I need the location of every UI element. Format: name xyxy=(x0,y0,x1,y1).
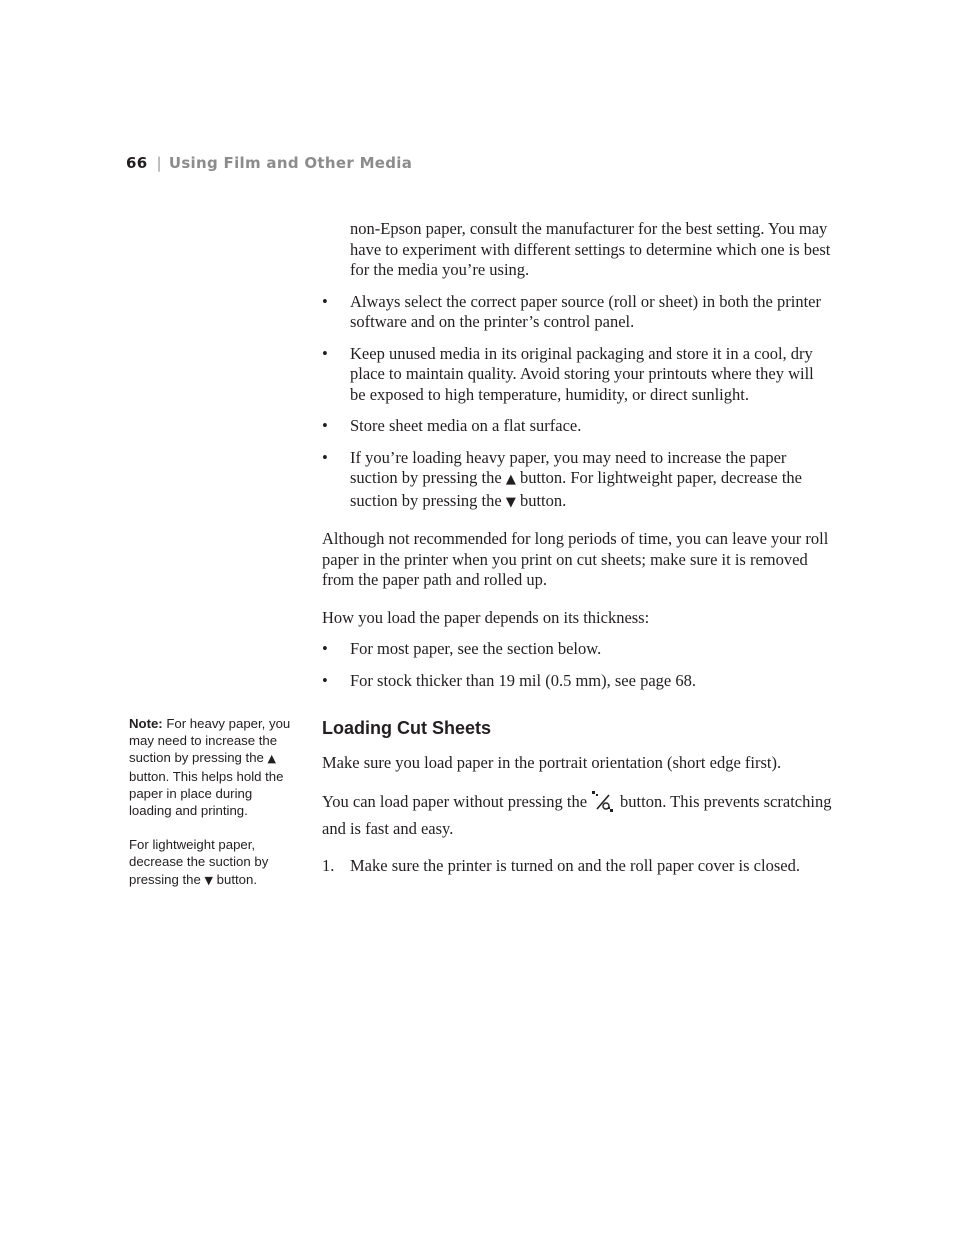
list-item: • For stock thicker than 19 mil (0.5 mm), see page 68. xyxy=(322,671,832,692)
list-item: • Always select the correct paper source (roll or sheet) in both the printer software and on the printer’s control panel. xyxy=(322,292,832,333)
main-content xyxy=(322,219,832,876)
section-title: Using Film and Other Media xyxy=(168,154,413,172)
continued-paragraph: non-Epson paper, consult the manufacturer for the best setting. You may have to experiment with different settings to determine which one is best for the media you’re using. xyxy=(350,219,831,279)
cut-button-paragraph: You can load paper without pressing the button. This prevents scratching and is fast and easy. xyxy=(322,791,832,838)
note-label: Note: xyxy=(129,716,163,731)
step-item xyxy=(322,856,832,877)
list-item-suction: • If you’re loading heavy paper, you may need to increase the paper suction by pressing the ▲ button. For lightweight paper, decrease the suction by pressing the ▼ button. xyxy=(322,448,832,514)
list-item: • Keep unused media in its original packaging and store it in a cool, dry place to maintain quality. Avoid storing your printouts where they will be exposed to high temperature, humidity, or direct sunlight. xyxy=(322,344,832,406)
step-number: 1. xyxy=(322,855,335,875)
note-paragraph: Note: For heavy paper, you may need to increase the suction by pressing the ▲ button. This helps hold the paper in place during loading and printing. xyxy=(129,716,291,819)
section-heading: Loading Cut Sheets xyxy=(322,718,492,738)
list-item: • For most paper, see the section below. xyxy=(322,639,832,660)
down-arrow-icon: ▼ xyxy=(505,494,516,510)
running-header xyxy=(126,154,412,172)
roll-paper-paragraph: Although not recommended for long periods of time, you can leave your roll paper in the printer when you print on cut sheets; make sure it is removed from the paper path and rolled up. xyxy=(322,529,829,589)
steps-list xyxy=(322,856,832,877)
header-separator: | xyxy=(156,154,162,172)
margin-note xyxy=(129,715,294,889)
thickness-paragraph: How you load the paper depends on its thickness: xyxy=(322,607,650,627)
paper-cut-button-icon xyxy=(591,790,617,820)
down-arrow-icon: ▼ xyxy=(204,873,213,887)
portrait-paragraph: Make sure you load paper in the portrait orientation (short edge first). xyxy=(322,753,782,772)
list-item: • Store sheet media on a flat surface. xyxy=(322,416,832,437)
page-number: 66 xyxy=(126,154,148,172)
note-paragraph: For lightweight paper, decrease the suction by pressing the ▼ button. xyxy=(129,837,269,887)
step-text: Make sure the printer is turned on and the roll paper cover is closed. xyxy=(350,855,800,875)
up-arrow-icon: ▲ xyxy=(505,472,516,487)
thickness-list xyxy=(322,639,832,691)
up-arrow-icon: ▲ xyxy=(267,752,277,766)
tips-list xyxy=(322,292,832,514)
